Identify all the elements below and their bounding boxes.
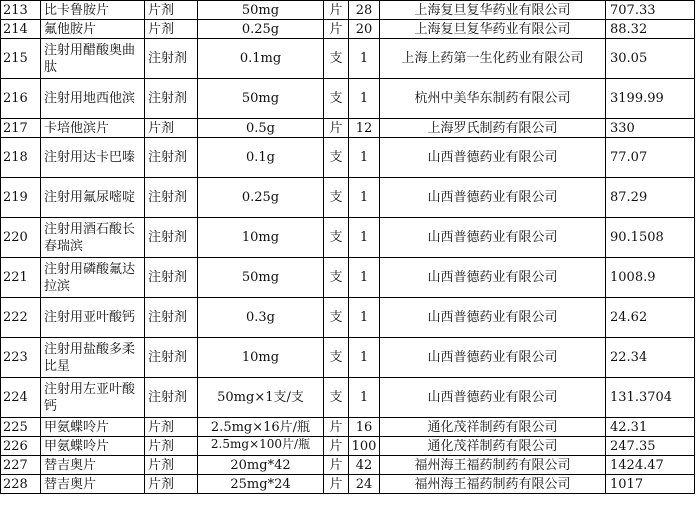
quantity: 1 (359, 150, 369, 165)
manufacturer: 上海上药第一生化药业有限公司 (401, 51, 584, 66)
unit-cell (324, 218, 349, 258)
row-number: 218 (3, 150, 28, 165)
table-row (1, 218, 695, 258)
dosage-form: 片剂 (148, 21, 175, 37)
dosage-form: 注射剂 (148, 150, 188, 165)
price: 88.32 (610, 21, 648, 37)
specification: 2.5mg×16片/瓶 (210, 419, 311, 435)
dosage-form: 片剂 (148, 2, 175, 18)
manufacturer-cell (380, 418, 606, 437)
drug-name-cell (41, 418, 145, 437)
specification-cell (198, 418, 324, 437)
manufacturer-cell (380, 378, 606, 418)
quantity-cell (349, 378, 380, 418)
manufacturer: 福州海王福药制药有限公司 (414, 457, 571, 473)
price: 707.33 (610, 2, 656, 18)
unit-cell (324, 418, 349, 437)
manufacturer: 山西普德药业有限公司 (427, 350, 558, 365)
dosage-form-cell (145, 338, 198, 378)
unit: 片 (329, 21, 343, 37)
table-body (1, 1, 695, 494)
quantity-cell (349, 338, 380, 378)
manufacturer: 山西普德药业有限公司 (427, 230, 558, 245)
unit: 片 (329, 2, 343, 18)
dosage-form-cell (145, 378, 198, 418)
unit: 支 (329, 350, 343, 365)
unit: 支 (329, 270, 343, 285)
unit-cell (324, 456, 349, 475)
dosage-form: 注射剂 (148, 51, 188, 66)
drug-name: 注射用地西他滨 (44, 91, 136, 106)
unit-cell (324, 79, 349, 119)
price-cell (606, 437, 695, 456)
drug-name: 氟他胺片 (44, 21, 97, 37)
unit-cell (324, 39, 349, 79)
dosage-form: 片剂 (148, 120, 175, 136)
manufacturer-cell (380, 119, 606, 138)
price-cell (606, 338, 695, 378)
quantity-cell (349, 119, 380, 138)
quantity-cell (349, 138, 380, 178)
dosage-form: 注射剂 (148, 390, 188, 405)
drug-name-cell (41, 119, 145, 138)
row-number-cell (1, 338, 41, 378)
quantity-cell (349, 218, 380, 258)
unit: 支 (329, 190, 343, 205)
manufacturer: 上海复旦复华药业有限公司 (414, 2, 571, 18)
drug-name-cell (41, 218, 145, 258)
price: 131.3704 (610, 390, 673, 405)
dosage-form-cell (145, 1, 198, 20)
specification-cell (198, 138, 324, 178)
quantity-cell (349, 1, 380, 20)
price: 42.31 (610, 419, 648, 435)
drug-name: 卡培他滨片 (44, 120, 110, 136)
drug-name-cell (41, 456, 145, 475)
unit: 支 (329, 310, 343, 325)
drug-name: 注射用盐酸多柔比星 (44, 341, 136, 374)
drug-name-cell (41, 138, 145, 178)
drug-name: 注射用达卡巴嗪 (44, 150, 136, 165)
quantity: 1 (359, 390, 369, 405)
price-cell (606, 258, 695, 298)
dosage-form-cell (145, 178, 198, 218)
table-row (1, 456, 695, 475)
table-row (1, 338, 695, 378)
price: 247.35 (610, 438, 656, 454)
quantity: 20 (355, 21, 373, 37)
quantity: 100 (351, 438, 377, 454)
price-cell (606, 418, 695, 437)
manufacturer-cell (380, 39, 606, 79)
dosage-form-cell (145, 218, 198, 258)
dosage-form: 注射剂 (148, 270, 188, 285)
table-row (1, 39, 695, 79)
price: 24.62 (610, 310, 648, 325)
price: 90.1508 (610, 230, 664, 245)
unit: 片 (329, 120, 343, 136)
specification-cell (198, 20, 324, 39)
drug-name-cell (41, 338, 145, 378)
price-cell (606, 138, 695, 178)
manufacturer-cell (380, 338, 606, 378)
quantity: 12 (355, 120, 373, 136)
manufacturer: 山西普德药业有限公司 (427, 270, 558, 285)
row-number-cell (1, 218, 41, 258)
unit-cell (324, 338, 349, 378)
row-number: 217 (3, 120, 28, 136)
price-cell (606, 475, 695, 494)
specification: 0.25g (241, 190, 280, 205)
quantity: 1 (359, 310, 369, 325)
row-number: 213 (3, 2, 28, 18)
quantity-cell (349, 437, 380, 456)
quantity: 24 (355, 476, 373, 492)
drug-name-cell (41, 39, 145, 79)
specification: 10mg (241, 230, 280, 245)
row-number: 224 (3, 390, 28, 405)
specification: 50mg×1支/支 (217, 390, 304, 405)
quantity-cell (349, 298, 380, 338)
row-number: 228 (3, 476, 28, 492)
price: 1008.9 (610, 270, 656, 285)
specification: 10mg (241, 350, 280, 365)
manufacturer-cell (380, 178, 606, 218)
specification: 0.1g (246, 150, 275, 165)
drug-name: 注射用磷酸氟达拉滨 (44, 261, 136, 294)
drug-name: 替吉奥片 (44, 476, 97, 492)
dosage-form-cell (145, 475, 198, 494)
price-cell (606, 1, 695, 20)
price-cell (606, 39, 695, 79)
unit-cell (324, 138, 349, 178)
specification: 0.3g (246, 310, 275, 325)
row-number-cell (1, 298, 41, 338)
quantity: 1 (359, 51, 369, 66)
unit: 支 (329, 230, 343, 245)
unit-cell (324, 258, 349, 298)
unit-cell (324, 20, 349, 39)
manufacturer: 通化茂祥制药有限公司 (427, 438, 558, 454)
price: 22.34 (610, 350, 648, 365)
unit: 片 (329, 438, 343, 454)
row-number-cell (1, 20, 41, 39)
row-number: 216 (3, 91, 28, 106)
manufacturer-cell (380, 138, 606, 178)
quantity: 28 (355, 2, 373, 18)
manufacturer: 山西普德药业有限公司 (427, 310, 558, 325)
quantity-cell (349, 39, 380, 79)
specification-cell (198, 1, 324, 20)
drug-name: 甲氨蝶呤片 (44, 419, 110, 435)
price: 1424.47 (610, 457, 664, 473)
dosage-form: 片剂 (148, 419, 175, 435)
unit-cell (324, 437, 349, 456)
row-number-cell (1, 475, 41, 494)
quantity: 1 (359, 230, 369, 245)
table-row (1, 79, 695, 119)
table-row (1, 418, 695, 437)
specification-cell (198, 178, 324, 218)
dosage-form-cell (145, 258, 198, 298)
specification-cell (198, 456, 324, 475)
drug-name-cell (41, 20, 145, 39)
quantity-cell (349, 20, 380, 39)
table-row (1, 298, 695, 338)
row-number: 226 (3, 438, 28, 454)
price: 87.29 (610, 190, 648, 205)
drug-name: 注射用酒石酸长春瑞滨 (44, 221, 136, 254)
quantity-cell (349, 456, 380, 475)
manufacturer: 杭州中美华东制药有限公司 (414, 91, 571, 106)
manufacturer: 通化茂祥制药有限公司 (427, 419, 558, 435)
specification-cell (198, 338, 324, 378)
unit-cell (324, 298, 349, 338)
drug-name: 替吉奥片 (44, 457, 97, 473)
unit-cell (324, 1, 349, 20)
manufacturer: 福州海王福药制药有限公司 (414, 476, 571, 492)
drug-name: 注射用亚叶酸钙 (44, 310, 136, 325)
manufacturer-cell (380, 437, 606, 456)
specification-cell (198, 258, 324, 298)
dosage-form: 注射剂 (148, 91, 188, 106)
unit: 支 (329, 91, 343, 106)
row-number: 220 (3, 230, 28, 245)
quantity-cell (349, 178, 380, 218)
price-cell (606, 298, 695, 338)
unit-cell (324, 378, 349, 418)
unit-cell (324, 475, 349, 494)
manufacturer-cell (380, 475, 606, 494)
unit: 片 (329, 457, 343, 473)
price-cell (606, 20, 695, 39)
row-number: 222 (3, 310, 28, 325)
specification-cell (198, 79, 324, 119)
specification-cell (198, 378, 324, 418)
dosage-form-cell (145, 20, 198, 39)
specification: 0.5g (246, 120, 275, 136)
row-number-cell (1, 418, 41, 437)
drug-name-cell (41, 475, 145, 494)
specification-cell (198, 437, 324, 456)
manufacturer-cell (380, 218, 606, 258)
dosage-form: 注射剂 (148, 350, 188, 365)
drug-name-cell (41, 298, 145, 338)
manufacturer: 上海罗氏制药有限公司 (427, 120, 558, 136)
dosage-form-cell (145, 437, 198, 456)
quantity: 1 (359, 190, 369, 205)
row-number-cell (1, 1, 41, 20)
price: 77.07 (610, 150, 648, 165)
drug-name: 注射用左亚叶酸钙 (44, 381, 136, 414)
quantity-cell (349, 475, 380, 494)
row-number: 225 (3, 419, 28, 435)
quantity: 42 (355, 457, 373, 473)
dosage-form: 片剂 (148, 457, 175, 473)
drug-name: 甲氨蝶呤片 (44, 438, 110, 454)
row-number-cell (1, 178, 41, 218)
drug-name-cell (41, 378, 145, 418)
quantity-cell (349, 79, 380, 119)
row-number-cell (1, 456, 41, 475)
price: 330 (610, 120, 635, 136)
manufacturer: 山西普德药业有限公司 (427, 190, 558, 205)
manufacturer: 上海复旦复华药业有限公司 (414, 21, 571, 37)
price-cell (606, 119, 695, 138)
dosage-form: 注射剂 (148, 310, 188, 325)
price-cell (606, 456, 695, 475)
row-number-cell (1, 119, 41, 138)
unit-cell (324, 119, 349, 138)
drug-name-cell (41, 258, 145, 298)
quantity-cell (349, 258, 380, 298)
specification-cell (198, 39, 324, 79)
table-row (1, 20, 695, 39)
price-cell (606, 178, 695, 218)
row-number-cell (1, 437, 41, 456)
price: 1017 (610, 476, 644, 492)
quantity: 16 (355, 419, 373, 435)
unit-cell (324, 178, 349, 218)
dosage-form: 片剂 (148, 438, 175, 454)
drug-name: 注射用氟尿嘧啶 (44, 190, 136, 205)
dosage-form: 注射剂 (148, 190, 188, 205)
row-number: 219 (3, 190, 28, 205)
drug-name-cell (41, 437, 145, 456)
specification: 20mg*42 (230, 457, 291, 473)
dosage-form-cell (145, 138, 198, 178)
table-row (1, 1, 695, 20)
row-number-cell (1, 258, 41, 298)
dosage-form: 注射剂 (148, 230, 188, 245)
drug-name-cell (41, 178, 145, 218)
specification-cell (198, 119, 324, 138)
row-number: 215 (3, 51, 28, 66)
dosage-form-cell (145, 79, 198, 119)
table-row (1, 437, 695, 456)
quantity: 1 (359, 91, 369, 106)
quantity-cell (349, 418, 380, 437)
drug-name-cell (41, 1, 145, 20)
row-number-cell (1, 138, 41, 178)
manufacturer-cell (380, 79, 606, 119)
specification-cell (198, 218, 324, 258)
row-number: 214 (3, 21, 28, 37)
price: 3199.99 (610, 91, 664, 106)
specification: 0.1mg (239, 51, 282, 66)
quantity: 1 (359, 270, 369, 285)
manufacturer: 山西普德药业有限公司 (427, 150, 558, 165)
drug-name: 比卡鲁胺片 (44, 2, 110, 18)
specification: 50mg (241, 2, 280, 18)
unit: 片 (329, 419, 343, 435)
unit: 支 (329, 150, 343, 165)
row-number: 223 (3, 350, 28, 365)
drug-name: 注射用醋酸奥曲肽 (44, 42, 136, 75)
table-row (1, 119, 695, 138)
dosage-form-cell (145, 119, 198, 138)
price-cell (606, 218, 695, 258)
dosage-form-cell (145, 298, 198, 338)
price-cell (606, 79, 695, 119)
row-number-cell (1, 79, 41, 119)
row-number-cell (1, 378, 41, 418)
manufacturer-cell (380, 258, 606, 298)
table-row (1, 138, 695, 178)
table-row (1, 475, 695, 494)
unit: 支 (329, 390, 343, 405)
table-row (1, 378, 695, 418)
row-number: 221 (3, 270, 28, 285)
specification: 50mg (241, 91, 280, 106)
dosage-form-cell (145, 456, 198, 475)
drug-name-cell (41, 79, 145, 119)
quantity: 1 (359, 350, 369, 365)
manufacturer-cell (380, 298, 606, 338)
unit: 支 (329, 51, 343, 66)
unit: 片 (329, 476, 343, 492)
specification: 2.5mg×100片/瓶 (210, 437, 311, 451)
manufacturer: 山西普德药业有限公司 (427, 390, 558, 405)
manufacturer-cell (380, 20, 606, 39)
dosage-form-cell (145, 39, 198, 79)
specification-cell (198, 475, 324, 494)
row-number-cell (1, 39, 41, 79)
specification-cell (198, 298, 324, 338)
table-row (1, 178, 695, 218)
specification: 0.25g (241, 21, 280, 37)
dosage-form-cell (145, 418, 198, 437)
row-number: 227 (3, 457, 28, 473)
specification: 25mg*24 (230, 476, 291, 492)
specification: 50mg (241, 270, 280, 285)
dosage-form: 片剂 (148, 476, 175, 492)
manufacturer-cell (380, 456, 606, 475)
table-row (1, 258, 695, 298)
price-cell (606, 378, 695, 418)
price: 30.05 (610, 51, 648, 66)
manufacturer-cell (380, 1, 606, 20)
